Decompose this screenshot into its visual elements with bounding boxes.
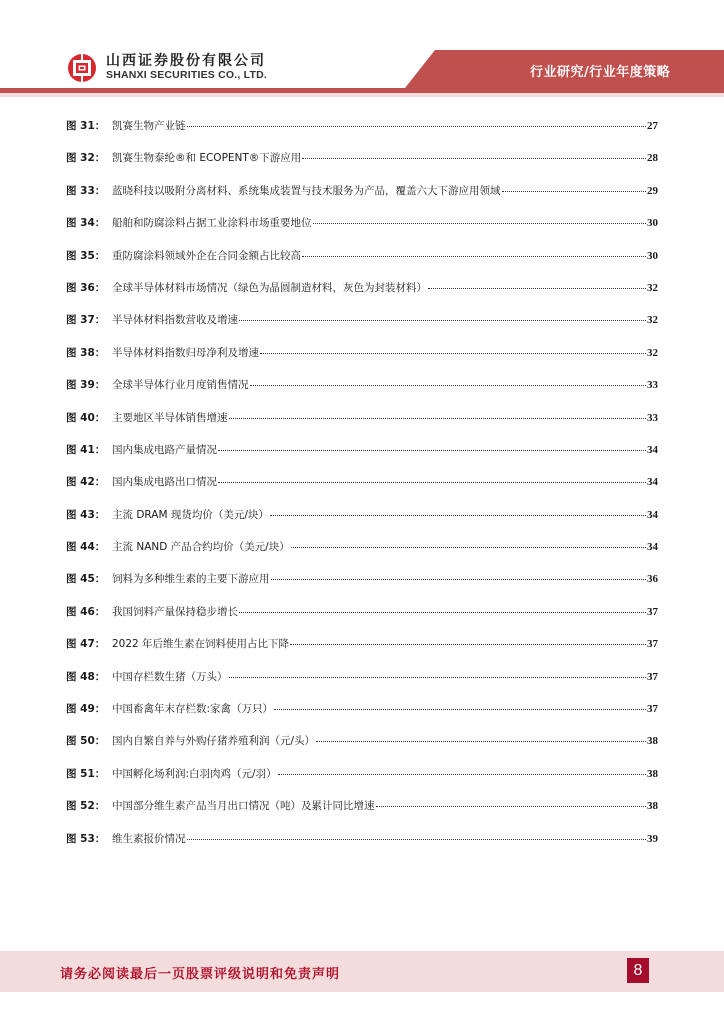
toc-entry[interactable]	[66, 604, 658, 636]
figure-title[interactable]: 中国孵化场利润:白羽肉鸡（元/羽）	[112, 767, 277, 780]
toc-entry[interactable]	[66, 636, 658, 668]
dot-leader	[187, 126, 647, 127]
figure-title[interactable]: 船舶和防腐涂料占据工业涂料市场重要地位	[112, 217, 312, 230]
toc-entry[interactable]	[66, 701, 658, 733]
header-band	[0, 0, 724, 100]
dot-leader	[250, 385, 647, 386]
dot-leader	[291, 547, 646, 548]
page-ref[interactable]: 33	[647, 379, 658, 392]
company-name-cn: 山西证券股份有限公司	[106, 53, 266, 69]
page-ref[interactable]: 30	[647, 249, 658, 262]
toc-entry[interactable]	[66, 798, 658, 830]
dot-leader	[302, 256, 646, 257]
dot-leader	[274, 709, 646, 710]
figure-title[interactable]: 凯赛生物产业链	[112, 120, 186, 132]
company-logo-icon	[67, 53, 97, 83]
figure-number: 图 51：	[66, 767, 106, 780]
dot-leader	[218, 450, 646, 451]
page-ref[interactable]: 39	[647, 832, 658, 845]
toc-entry[interactable]	[66, 733, 658, 765]
toc-entry[interactable]	[66, 118, 658, 150]
toc-entry[interactable]	[66, 345, 658, 377]
dot-leader	[260, 353, 646, 354]
figure-title[interactable]: 中国存栏数生猪（万头）	[112, 670, 228, 683]
figure-number: 图 48：	[66, 670, 106, 683]
page-ref[interactable]: 34	[647, 443, 658, 456]
figure-title[interactable]: 全球半导体材料市场情况（绿色为晶圆制造材料，灰色为封装材料）	[112, 281, 427, 294]
page-number: 8	[627, 958, 649, 983]
page-footer	[0, 951, 724, 992]
toc-entry[interactable]	[66, 474, 658, 506]
page-ref[interactable]: 27	[647, 120, 658, 132]
dot-leader	[316, 741, 646, 742]
figure-title[interactable]: 主流 NAND 产品合约均价（美元/块）	[112, 541, 290, 554]
figure-number: 图 50：	[66, 735, 106, 748]
page-ref[interactable]: 34	[647, 476, 658, 489]
page-ref[interactable]: 32	[647, 281, 658, 294]
dot-leader	[290, 644, 646, 645]
dot-leader	[218, 482, 646, 483]
figure-number: 图 53：	[66, 832, 106, 845]
figure-number: 图 41：	[66, 443, 106, 456]
page-ref[interactable]: 30	[647, 217, 658, 230]
figure-title[interactable]: 中国畜禽年末存栏数:家禽（万只）	[112, 703, 274, 716]
dot-leader	[271, 579, 647, 580]
toc-entry[interactable]	[66, 539, 658, 571]
figure-title[interactable]: 维生素报价情况	[112, 832, 186, 845]
toc-entry[interactable]	[66, 183, 658, 215]
toc-entry[interactable]	[66, 669, 658, 701]
figure-title[interactable]: 凯赛生物泰纶®和 ECOPENT®下游应用	[112, 152, 302, 165]
disclaimer-notice: 请务必阅读最后一页股票评级说明和免责声明	[60, 967, 341, 982]
page-ref[interactable]: 32	[647, 314, 658, 327]
figure-number: 图 46：	[66, 605, 106, 618]
toc-entry[interactable]	[66, 215, 658, 247]
figure-title[interactable]: 主要地区半导体销售增速	[112, 411, 228, 424]
figure-title[interactable]: 主流 DRAM 现货均价（美元/块）	[112, 508, 269, 521]
toc-entry[interactable]	[66, 377, 658, 409]
figure-number: 图 40：	[66, 411, 106, 424]
figure-number: 图 38：	[66, 346, 106, 359]
page-header	[0, 0, 724, 100]
toc-entry[interactable]	[66, 312, 658, 344]
page-ref[interactable]: 34	[647, 541, 658, 554]
figure-number: 图 39：	[66, 379, 106, 392]
dot-leader	[302, 158, 646, 159]
toc-entry[interactable]	[66, 248, 658, 280]
dot-leader	[229, 677, 647, 678]
figure-number: 图 34：	[66, 217, 106, 230]
figure-title[interactable]: 全球半导体行业月度销售情况	[112, 379, 249, 392]
toc-entry[interactable]	[66, 507, 658, 539]
toc-entry[interactable]	[66, 571, 658, 603]
figure-number: 图 32：	[66, 152, 106, 165]
page-ref[interactable]: 29	[647, 184, 658, 197]
dot-leader	[502, 191, 647, 192]
page-ref[interactable]: 38	[647, 800, 658, 813]
page-ref[interactable]: 36	[647, 573, 658, 586]
company-name	[106, 53, 267, 82]
page-ref[interactable]: 38	[647, 735, 658, 748]
figure-title[interactable]: 国内集成电路产量情况	[112, 443, 217, 456]
dot-leader	[239, 612, 646, 613]
figure-number: 图 36：	[66, 281, 106, 294]
dot-leader	[313, 223, 647, 224]
figure-number: 图 35：	[66, 249, 106, 262]
figure-title[interactable]: 国内自繁自养与外购仔猪养殖利润（元/头）	[112, 735, 316, 748]
toc-entry[interactable]	[66, 280, 658, 312]
figure-number: 图 49：	[66, 703, 106, 716]
figure-title[interactable]: 重防腐涂料领域外企在合同金额占比较高	[112, 249, 301, 262]
page-ref[interactable]: 32	[647, 346, 658, 359]
page-ref[interactable]: 37	[647, 605, 658, 618]
page-ref[interactable]: 37	[647, 638, 658, 651]
page-ref[interactable]: 37	[647, 670, 658, 683]
dot-leader	[187, 839, 647, 840]
dot-leader	[428, 288, 646, 289]
figure-list	[66, 118, 658, 863]
page-ref[interactable]: 37	[647, 703, 658, 716]
page-ref[interactable]: 38	[647, 767, 658, 780]
figure-title[interactable]: 2022 年后维生素在饲料使用占比下降	[112, 638, 290, 651]
toc-entry[interactable]	[66, 150, 658, 182]
company-name-en: SHANXI SECURITIES CO., LTD.	[106, 69, 267, 81]
dot-leader	[229, 418, 647, 419]
page-ref[interactable]: 33	[647, 411, 658, 424]
figure-number: 图 31：	[66, 120, 106, 132]
toc-entry[interactable]	[66, 831, 658, 863]
dot-leader	[278, 774, 646, 775]
page-ref[interactable]: 28	[647, 152, 658, 165]
figure-title[interactable]: 我国饲料产量保持稳步增长	[112, 605, 238, 618]
figure-title[interactable]: 国内集成电路出口情况	[112, 476, 217, 489]
toc-entry[interactable]	[66, 410, 658, 442]
figure-title[interactable]: 半导体材料指数营收及增速	[112, 314, 238, 327]
figure-number: 图 33：	[66, 184, 106, 197]
figure-number: 图 37：	[66, 314, 106, 327]
figure-title[interactable]: 中国部分维生素产品当月出口情况（吨）及累计同比增速	[112, 800, 375, 813]
figure-number: 图 45：	[66, 573, 106, 586]
figure-number: 图 52：	[66, 800, 106, 813]
figure-title[interactable]: 饲料为多种维生素的主要下游应用	[112, 573, 270, 586]
dot-leader	[376, 806, 647, 807]
figure-title[interactable]: 蓝晓科技以吸附分离材料、系统集成装置与技术服务为产品，覆盖六大下游应用领域	[112, 184, 501, 197]
report-category: 行业研究/行业年度策略	[530, 65, 671, 80]
toc-entry[interactable]	[66, 766, 658, 798]
figure-title[interactable]: 半导体材料指数归母净利及增速	[112, 346, 259, 359]
figure-number: 图 42：	[66, 476, 106, 489]
page-ref[interactable]: 34	[647, 508, 658, 521]
figure-number: 图 47：	[66, 638, 106, 651]
figure-number: 图 43：	[66, 508, 106, 521]
figure-number: 图 44：	[66, 541, 106, 554]
toc-entry[interactable]	[66, 442, 658, 474]
dot-leader	[239, 320, 646, 321]
dot-leader	[270, 515, 646, 516]
